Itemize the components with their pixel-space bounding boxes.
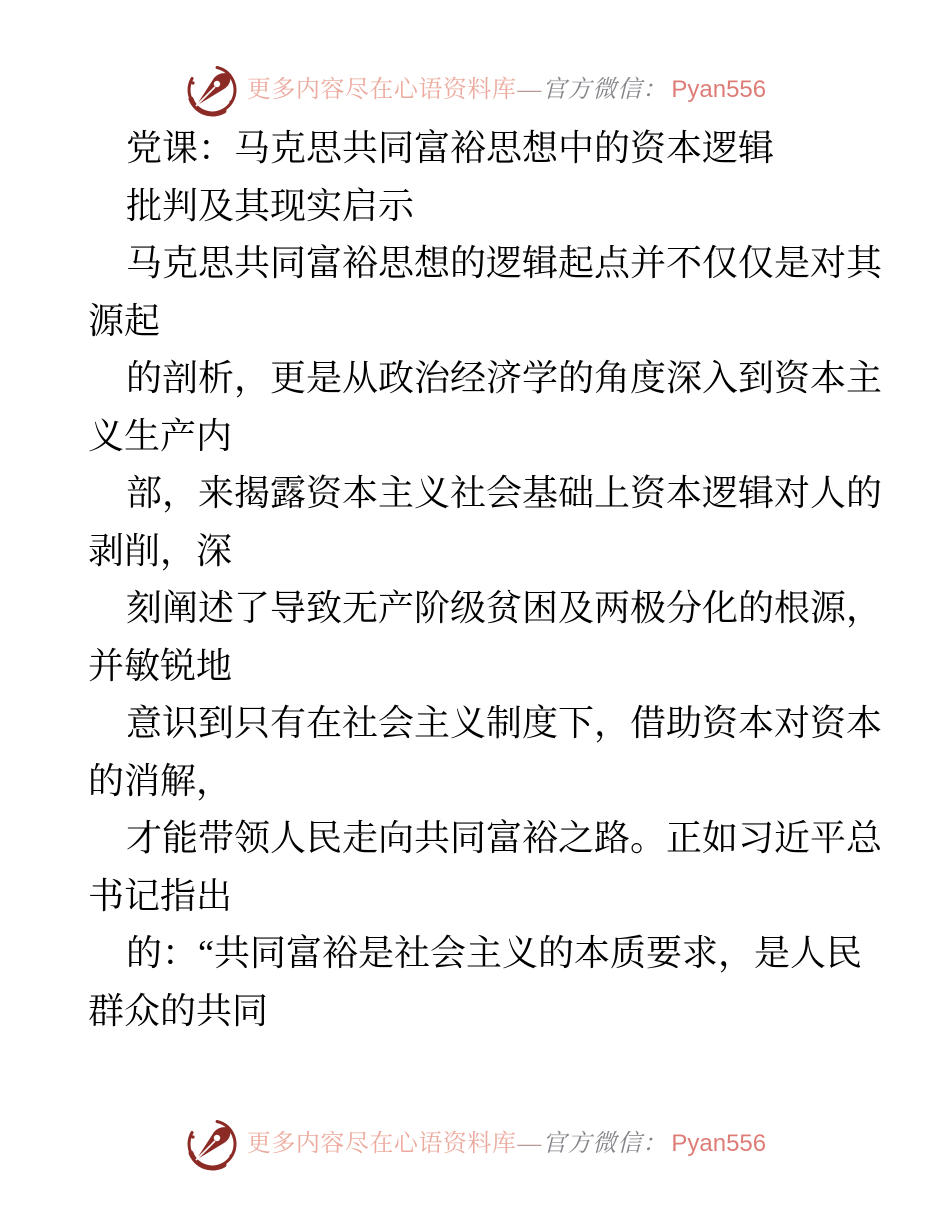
footer-watermark — [0, 1116, 950, 1172]
title-line: 党课：马克思共同富裕思想中的资本逻辑 — [126, 128, 775, 168]
text-line: 剥削，深 — [88, 530, 233, 571]
pen-nib-swirl-logo-icon — [184, 1116, 240, 1172]
watermark-channel-label: 官方微信： — [542, 77, 668, 103]
text-line: 马克思共同富裕思想的逻辑起点并不仅仅是对其 — [126, 243, 883, 283]
text-line: 的：“共同富裕是社会主义的本质要求，是人民 — [126, 933, 862, 973]
text-line: 的剖析，更是从政治经济学的角度深入到资本主 — [126, 358, 883, 398]
text-line: 并敏锐地 — [88, 645, 233, 686]
text-line: 的消解， — [88, 760, 233, 801]
text-line: 书记指出 — [88, 875, 233, 916]
text-line: 群众的共同 — [88, 990, 269, 1031]
pen-nib-swirl-logo-icon — [184, 62, 240, 118]
title-line: 批判及其现实启示 — [126, 185, 415, 226]
text-line: 源起 — [88, 300, 161, 341]
text-line: 刻阐述了导致无产阶级贫困及两极分化的根源， — [126, 588, 883, 628]
watermark-wechat-id: Pyan556 — [671, 76, 767, 103]
text-line: 部，来揭露资本主义社会基础上资本逻辑对人的 — [126, 473, 883, 513]
text-line: 义生产内 — [88, 415, 233, 456]
watermark-dash: — — [517, 1131, 542, 1157]
watermark-channel-label: 官方微信： — [542, 1131, 668, 1157]
text-line: 意识到只有在社会主义制度下，借助资本对资本 — [126, 703, 883, 743]
watermark-wechat-id: Pyan556 — [671, 1130, 767, 1157]
header-watermark — [0, 62, 950, 118]
text-line: 才能带领人民走向共同富裕之路。正如习近平总 — [126, 818, 883, 858]
watermark-dash: — — [517, 77, 542, 103]
document-body — [88, 120, 895, 1040]
watermark-site-text: 更多内容尽在心语资料库 — [246, 77, 517, 103]
watermark-site-text: 更多内容尽在心语资料库 — [246, 1131, 517, 1157]
